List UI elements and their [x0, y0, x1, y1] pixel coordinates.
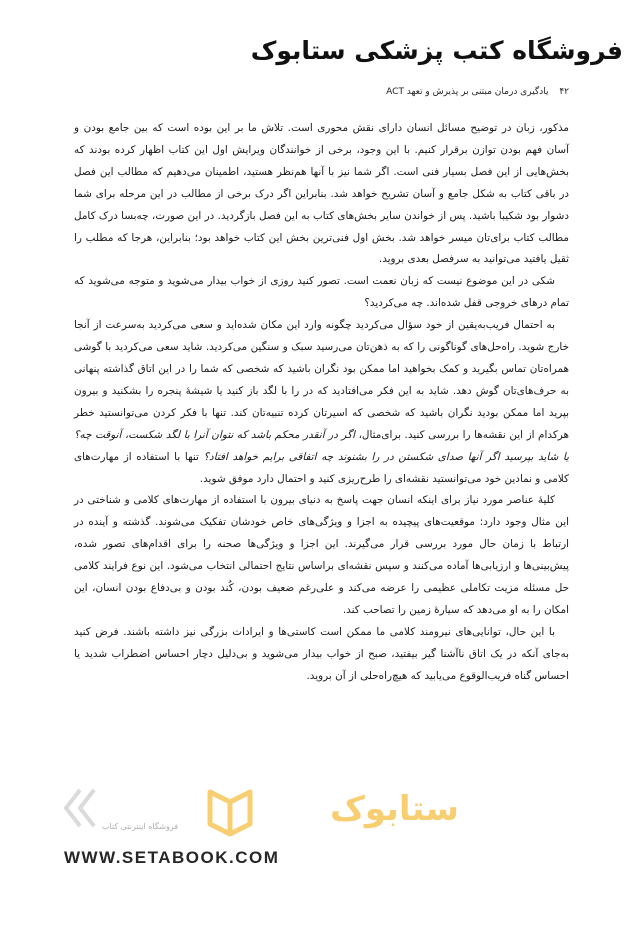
paragraph-3-text-end: تنها با استفاده از مهارت‌های کلامی و نمادین خود می‌توانستید نقشه‌ای را طرح‌ریزی کنید و احتمال دارد موفق شوید. — [74, 450, 569, 485]
watermark-tagline: فروشگاه اینترنتی کتاب — [101, 822, 179, 831]
page-number: ۴۲ — [559, 87, 569, 97]
paragraph-5: با این حال، توانایی‌های نیرومند کلامی ما ممکن است کاستی‌ها و ایرادات بزرگی نیز داشته باشند. فرض کنید به‌جای آنکه در یک اتاق ناآشنا گیر بیفتید، صبح از خواب بیدار می‌شوید و بی‌دلیل دچار احساس اضطراب شدید یا احساس گناه فریب‌الوقوع می‌یابید که هیچ‌راه‌حلی از آن بروید. — [74, 625, 569, 682]
book-title: یادگیری درمان مبتنی بر پذیرش و تعهد ACT — [386, 87, 549, 97]
double-chevron-icon — [66, 790, 94, 826]
store-title: فروشگاه کتب پزشکی ستابوک — [250, 36, 623, 65]
brand-name: ستابوک — [330, 789, 459, 829]
running-head — [74, 87, 569, 97]
body-text — [74, 118, 569, 688]
book-icon — [210, 792, 250, 834]
paragraph-2: شکی در این موضوع نیست که زبان نعمت است. تصور کنید روزی از خواب بیدار می‌شوید و متوجه می‌شوید که تمام درهای خروجی قفل شده‌اند. چه می‌کردید؟ — [74, 275, 569, 310]
paragraph-4: کلیهٔ عناصر مورد نیاز برای اینکه انسان جهت پاسخ به دنیای بیرون با استفاده از مهارت‌های کلامی و شناختی در این مثال وجود دارد: موقعیت‌های پیچیده به اجزا و ویژگی‌های خاص خودشان تفکیک می‌شوند. گذشته و آینده در ارتباط با زمان حال مورد بررسی قرار می‌گیرند. این اجزا و ویژگی‌ها صحنه را برای اقدام‌های تصور شده، پیش‌بینی‌ها و ارزیابی‌ها آماده می‌کنند و سپس نقشه‌ای براساس نتایج احتمالی انتخاب می‌شود. این نوع فرایند کلامی حل مسئله مزیت تکاملی عظیمی را عرضه می‌کند و علی‌رغم ضعیف بودن، کُند بودن و بی‌دفاع بودن انسان، این امکان را به او می‌دهد که سیارهٔ زمین را تصاحب کند. — [74, 494, 569, 616]
paragraph-3-italic: اگر در آنقدر محکم باشد که نتوان آنرا با لگد شکست، آنوقت چه؟ یا شاید بپرسید اگر آنها صدای شکستن در را بشنوند چه اتفاقی برایم خواهد افتاد؟ — [74, 428, 570, 463]
paragraph-3 — [74, 315, 569, 490]
paragraph-1: مذکور، زبان در توضیح مسائل انسان دارای نقش محوری است. تلاش ما بر این بوده است که بین جامع بودن و آسان فهم بودن توازن برقرار کنیم. با این وجود، برخی از خوانندگان ویرایش اول این کتاب اظهار کرده بودند که بخش‌هایی از این فصل بسیار فنی است. اگر شما نیز با آنها هم‌نظر هستید، اطمینان می‌دهیم که مطالب این فصل در باقی کتاب به شکل جامع و آسان تشریح خواهد شد. بنابراین اگر درک برخی از مطالب در این مرحله برای شما دشوار بود شکیبا باشید. پس از خواندن سایر بخش‌های کتاب به این فصل بازگردید. در این صورت، چه‌بسا درک کامل مطالب کتاب برای‌تان میسر خواهد شد. بخش اول فنی‌ترین بخش این کتاب خواهد بود؛ بنابراین، هرجا که مطلب را ثقیل یافتید می‌توانید به سرفصل بعدی بروید. — [74, 122, 569, 266]
paragraph-3-text: به احتمال فریب‌به‌یقین از خود سؤال می‌کردید چگونه وارد این مکان شده‌اید و سعی می‌کردید به‌سرعت از آنجا خارج شوید. راه‌حل‌های گوناگونی را که به ذهن‌تان می‌رسید سبک و سنگین می‌کردید. شاید سعی می‌کردید با گوشی همراه‌تان تماس بگیرید و کمک بخواهید اما ممکن بود نگران باشید که شخصی که شما را در این اتاق گذاشته پنهانی به حرف‌های‌تان گوش دهد. شاید به این فکر می‌افتادید که در را با لگد باز کنید یا شیشهٔ پنجره را بشکنید و بیرون بپرید اما ممکن بودید نگران باشید که شخصی که اسیرتان کرده تنبیه‌تان کند. تنها با فکر کردن می‌توانستید خطر هرکدام از این نقشه‌ها را بررسی کنید. برای‌مثال، — [74, 319, 569, 441]
site-url: WWW.SETABOOK.COM — [64, 848, 280, 867]
